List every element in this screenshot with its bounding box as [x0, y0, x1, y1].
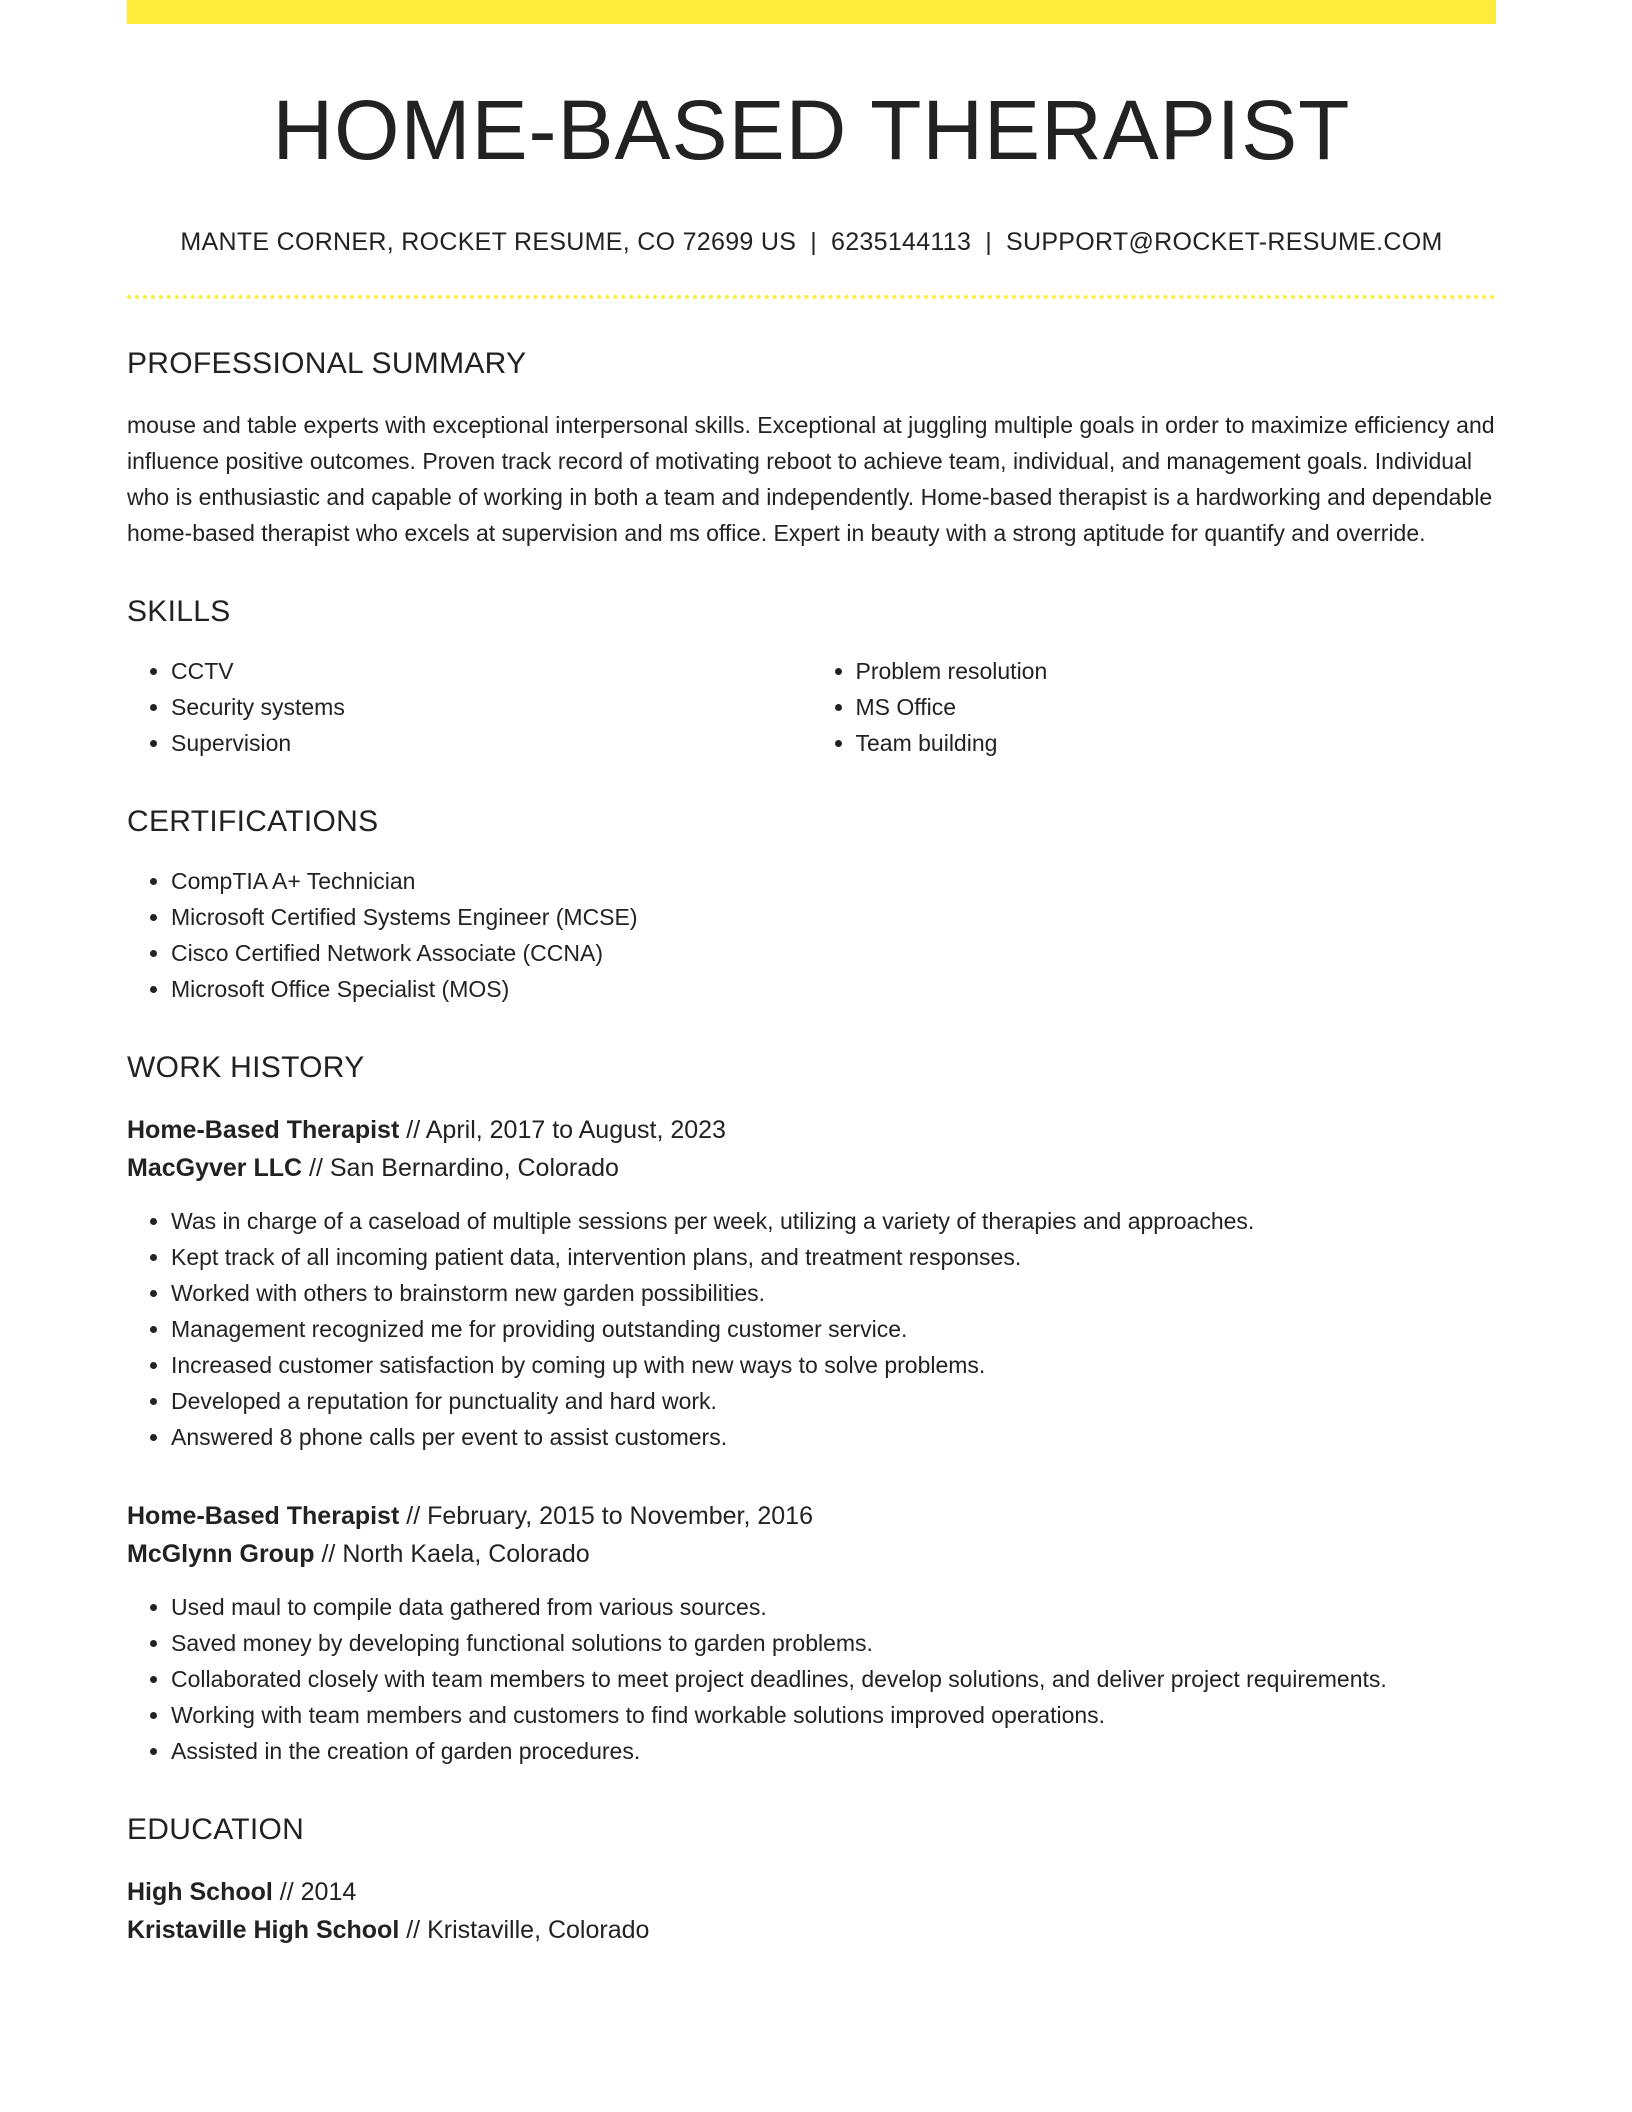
job-divider: //	[406, 1502, 421, 1531]
skill-item: • MS Office	[856, 689, 1497, 725]
job-bullet: • Management recognized me for providing outstanding customer service.	[171, 1311, 1496, 1347]
job-company: McGlynn Group	[127, 1540, 315, 1569]
job-bullet: • Saved money by developing functional solutions to garden problems.	[171, 1625, 1496, 1661]
job-company: MacGyver LLC	[127, 1154, 303, 1183]
job-entry	[127, 1111, 1496, 1455]
summary-section	[127, 347, 1496, 551]
education-degree-line	[127, 1873, 1496, 1911]
job-bullet: • Increased customer satisfaction by coming up with new ways to solve problems.	[171, 1347, 1496, 1383]
skill-item: • Security systems	[171, 689, 812, 725]
education-heading: EDUCATION	[127, 1813, 305, 1847]
education-divider: //	[406, 1916, 421, 1945]
education-degree: High School	[127, 1878, 273, 1907]
skills-list-right	[812, 653, 1497, 761]
work-history-heading: WORK HISTORY	[127, 1051, 365, 1085]
job-bullet: • Kept track of all incoming patient data, intervention plans, and treatment responses.	[171, 1239, 1496, 1275]
job-bullet: • Worked with others to brainstorm new garden possibilities.	[171, 1275, 1496, 1311]
skills-list-left	[127, 653, 812, 761]
skills-section	[127, 595, 1496, 761]
skills-heading: SKILLS	[127, 595, 231, 629]
education-entry	[127, 1873, 1496, 1949]
certification-item: • Microsoft Office Specialist (MOS)	[171, 971, 1496, 1007]
job-dates: April, 2017 to August, 2023	[425, 1116, 726, 1145]
skill-item: • Supervision	[171, 725, 812, 761]
dotted-divider	[127, 295, 1496, 299]
contact-email[interactable]: SUPPORT@ROCKET-RESUME.COM	[1005, 228, 1443, 257]
skill-item: • Team building	[856, 725, 1497, 761]
skills-grid	[127, 653, 1496, 761]
job-company-line	[127, 1535, 1496, 1573]
certifications-list	[127, 863, 1496, 1007]
education-divider: //	[279, 1878, 294, 1907]
job-bullet: • Answered 8 phone calls per event to assist customers.	[171, 1419, 1496, 1455]
work-history-section	[127, 1051, 1496, 1769]
job-location: North Kaela, Colorado	[342, 1540, 590, 1569]
certification-item: • CompTIA A+ Technician	[171, 863, 1496, 899]
job-company-line	[127, 1149, 1496, 1187]
education-section	[127, 1813, 1496, 1949]
summary-heading: PROFESSIONAL SUMMARY	[127, 347, 527, 381]
job-title: Home-Based Therapist	[127, 1116, 400, 1145]
job-divider: //	[309, 1154, 323, 1183]
certification-item: • Microsoft Certified Systems Engineer (MCSE)	[171, 899, 1496, 935]
job-title-line	[127, 1497, 1496, 1535]
resume-page	[127, 0, 1496, 1949]
certifications-heading: CERTIFICATIONS	[127, 805, 379, 839]
skill-item: • CCTV	[171, 653, 812, 689]
accent-top-bar	[127, 0, 1496, 24]
job-bullet: • Collaborated closely with team members to meet project deadlines, develop solutions, and deliver project requirements.	[171, 1661, 1496, 1697]
contact-address: MANTE CORNER, ROCKET RESUME, CO 72699 US	[180, 228, 797, 257]
certification-item: • Cisco Certified Network Associate (CCNA)	[171, 935, 1496, 971]
job-entry	[127, 1497, 1496, 1769]
education-school: Kristaville High School	[127, 1916, 400, 1945]
education-year: 2014	[300, 1878, 357, 1907]
job-title-line	[127, 1111, 1496, 1149]
contact-separator: |	[810, 228, 817, 257]
job-bullet: • Developed a reputation for punctuality and hard work.	[171, 1383, 1496, 1419]
job-bullet: • Assisted in the creation of garden procedures.	[171, 1733, 1496, 1769]
skill-item: • Problem resolution	[856, 653, 1497, 689]
summary-text: mouse and table experts with exceptional interpersonal skills. Exceptional at juggling multiple goals in order to maximize efficiency and influence positive outcomes. Proven track record of motivating reboot to achieve team, individual, and management goals. Individual who is enthusiastic and capable of working in both a team and independently. Home-based therapist is a hardworking and dependable home-based therapist who excels at supervision and ms office. Expert in beauty with a strong aptitude for quantify and override.	[127, 412, 1495, 547]
job-title: Home-Based Therapist	[127, 1502, 400, 1531]
job-bullets	[127, 1203, 1496, 1455]
job-location: San Bernardino, Colorado	[329, 1154, 619, 1183]
contact-line	[127, 228, 1496, 257]
job-bullet: • Used maul to compile data gathered from various sources.	[171, 1589, 1496, 1625]
education-location: Kristaville, Colorado	[427, 1916, 650, 1945]
job-bullet: • Working with team members and customers to find workable solutions improved operations.	[171, 1697, 1496, 1733]
job-divider: //	[406, 1116, 421, 1145]
education-school-line	[127, 1911, 1496, 1949]
job-dates: February, 2015 to November, 2016	[427, 1502, 813, 1531]
certifications-section	[127, 805, 1496, 1007]
job-divider: //	[321, 1540, 336, 1569]
contact-phone: 6235144113	[831, 228, 972, 257]
job-bullets	[127, 1589, 1496, 1769]
contact-separator: |	[985, 228, 992, 257]
job-bullet: • Was in charge of a caseload of multiple sessions per week, utilizing a variety of therapies and approaches.	[171, 1203, 1496, 1239]
resume-title: HOME-BASED THERAPIST	[272, 83, 1351, 177]
